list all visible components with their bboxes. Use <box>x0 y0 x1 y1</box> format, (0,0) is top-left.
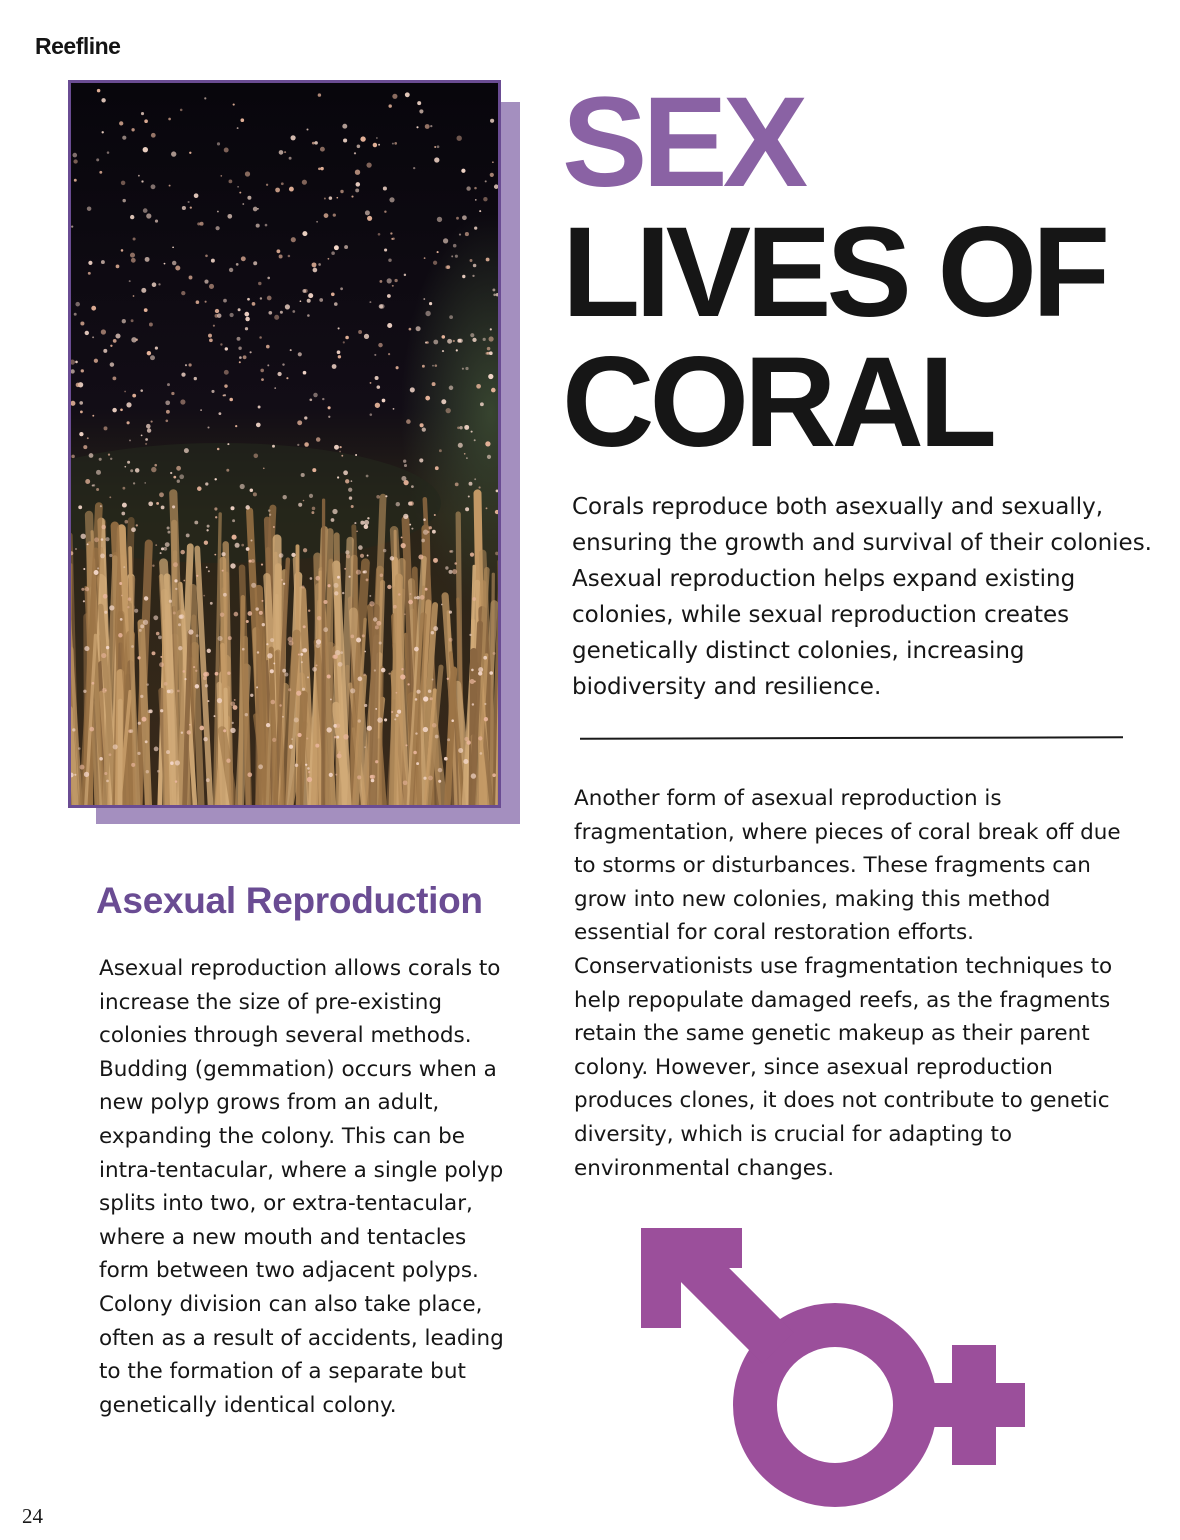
title-line-1: SEX <box>562 71 804 214</box>
asexual-paragraph: Asexual reproduction allows corals to increase the size of pre-existing colonies through several methods. Budding (gemmation) occurs when a new polyp grows from an adult, expanding the colony. This can be intra-tentacular, where a single polyp splits into two, or extra-tentacular, where a new mouth and tentacles form between two adjacent polyps. Colony division can also take place, often as a result of accidents, leading to the formation of a separate but genetically identical colony. <box>99 956 504 1418</box>
intro-paragraph: Corals reproduce both asexually and sexually, ensuring the growth and survival of their colonies. Asexual reproduction helps expand existing colonies, while sexual reproduction creates genetically distinct colonies, increasing biodiversity and resilience. <box>572 494 1152 700</box>
section-divider <box>580 736 1123 739</box>
section-heading: Asexual Reproduction <box>96 880 483 921</box>
coral-spawning-illustration <box>71 83 498 805</box>
magazine-brand: Reefline <box>35 33 121 59</box>
hermaphrodite-symbol-icon <box>630 1220 1040 1520</box>
coral-spawning-photo <box>68 80 501 808</box>
fragmentation-paragraph: Another form of asexual reproduction is fragmentation, where pieces of coral break off due to storms or disturbances. These fragments can grow into new colonies, making this method essential for coral restoration efforts. Conservationists use fragmentation techniques to help repopulate damaged reefs, as the fragments retain the same genetic makeup as their parent colony. However, since asexual reproduction produces clones, it does not contribute to genetic diversity, which is crucial for adapting to environmental changes. <box>574 786 1121 1181</box>
title-line-2: LIVES OF <box>562 201 1106 344</box>
title-line-3: CORAL <box>562 331 993 474</box>
page-number: 24 <box>22 1504 43 1528</box>
article-title <box>562 71 1106 474</box>
